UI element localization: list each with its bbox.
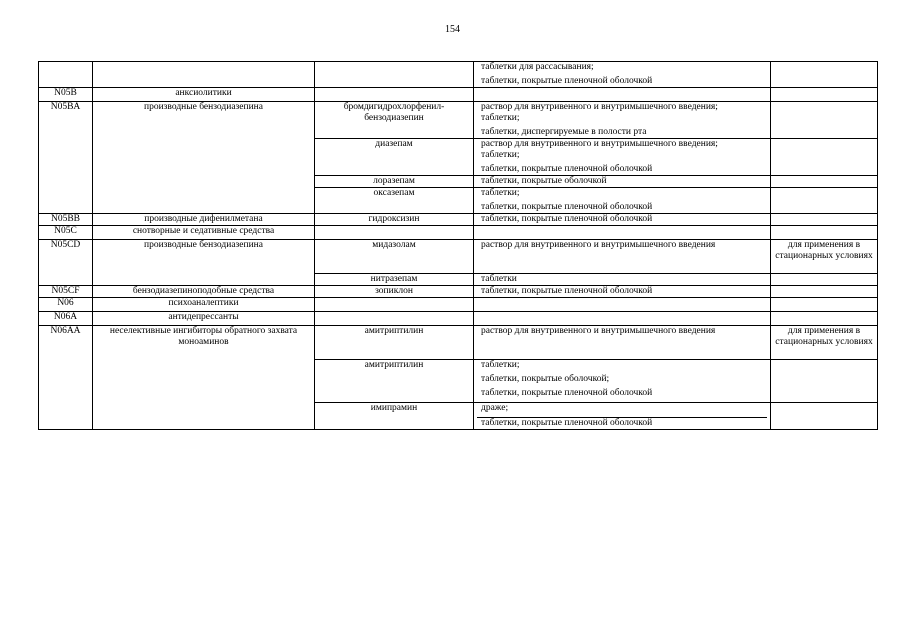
note-cell [771, 188, 878, 214]
group-name: бензодиазепиноподобные средства [93, 286, 315, 298]
usage-note: для применения в стационарных условиях [771, 240, 878, 274]
drug-table [38, 61, 878, 430]
atc-code: N05CF [39, 286, 93, 298]
dosage-form-cell [474, 312, 771, 326]
table-row [39, 102, 878, 139]
note-cell [771, 403, 878, 430]
dosage-form: таблетки; [481, 188, 520, 198]
dosage-form-cell [474, 139, 771, 176]
atc-code: N05BA [39, 102, 93, 214]
inn-name: имипрамин [315, 403, 474, 430]
dosage-form: таблетки [481, 274, 517, 284]
dosage-form: таблетки; [481, 150, 520, 160]
table-row [39, 214, 878, 226]
dosage-form: раствор для внутривенного и внутримышечного введения; [481, 102, 718, 112]
table-row [39, 312, 878, 326]
inn-name: амитриптилин [315, 326, 474, 360]
dosage-form: таблетки, покрытые оболочкой [481, 176, 607, 186]
inn-name: бромдигидрохлорфенил- [343, 102, 445, 112]
atc-code: N06 [39, 298, 93, 312]
dosage-form: таблетки; [481, 360, 520, 370]
table-row [39, 286, 878, 298]
dosage-form-cell [474, 62, 771, 88]
dosage-form: раствор для внутривенного и внутримышечного введения [481, 240, 716, 250]
table-row [39, 62, 878, 88]
atc-code: N05CD [39, 240, 93, 286]
group-cell [93, 62, 315, 88]
table-row [39, 326, 878, 360]
group-name: снотворные и седативные средства [93, 226, 315, 240]
dosage-form-cell [474, 102, 771, 139]
dosage-form-cell [474, 240, 771, 274]
dosage-form: таблетки, диспергируемые в полости рта [481, 127, 647, 137]
inn-name: диазепам [315, 139, 474, 176]
table-row [39, 240, 878, 274]
inn-name: лоразепам [315, 176, 474, 188]
inn-cell [315, 312, 474, 326]
note-cell [771, 312, 878, 326]
group-name: производные дифенилметана [93, 214, 315, 226]
dosage-form: таблетки, покрытые пленочной оболочкой [481, 388, 653, 398]
group-name: производные бензодиазепина [93, 102, 315, 214]
dosage-form: таблетки, покрытые пленочной оболочкой [481, 286, 653, 296]
inn-cell [315, 88, 474, 102]
inn-name: зопиклон [315, 286, 474, 298]
dosage-form: таблетки; [481, 113, 520, 123]
dosage-form: таблетки, покрытые оболочкой; [481, 374, 610, 384]
note-cell [771, 62, 878, 88]
inn-cell [315, 298, 474, 312]
atc-code: N06A [39, 312, 93, 326]
dosage-form: таблетки, покрытые пленочной оболочкой [481, 164, 653, 174]
note-cell [771, 176, 878, 188]
dosage-form: драже; [481, 403, 509, 413]
dosage-form-cell [474, 188, 771, 214]
usage-note: для применения в стационарных условиях [771, 326, 878, 360]
dosage-form-cell [474, 176, 771, 188]
dosage-form-cell [474, 286, 771, 298]
note-cell [771, 360, 878, 403]
dosage-form-cell [474, 298, 771, 312]
dosage-form: таблетки, покрытые пленочной оболочкой [477, 417, 767, 429]
dosage-form-cell [474, 274, 771, 286]
atc-code: N05B [39, 88, 93, 102]
dosage-form-cell [474, 88, 771, 102]
note-cell [771, 298, 878, 312]
dosage-form-cell [474, 226, 771, 240]
group-name: психоаналептики [93, 298, 315, 312]
dosage-form-cell [474, 360, 771, 403]
atc-code: N05C [39, 226, 93, 240]
note-cell [771, 226, 878, 240]
table-row [39, 226, 878, 240]
group-name: антидепрессанты [93, 312, 315, 326]
dosage-form-cell [474, 326, 771, 360]
dosage-form: раствор для внутривенного и внутримышечного введения [481, 326, 716, 336]
inn-name: амитриптилин [315, 360, 474, 403]
note-cell [771, 214, 878, 226]
note-cell [771, 139, 878, 176]
atc-code: N06AA [39, 326, 93, 430]
inn-name: нитразепам [315, 274, 474, 286]
dosage-form: таблетки, покрытые пленочной оболочкой [481, 214, 653, 224]
dosage-form-cell [474, 403, 771, 430]
group-name: производные бензодиазепина [93, 240, 315, 286]
atc-code: N05BB [39, 214, 93, 226]
table-row [39, 298, 878, 312]
inn-cell [315, 226, 474, 240]
inn-name: мидазолам [315, 240, 474, 274]
note-cell [771, 88, 878, 102]
atc-code-cell [39, 62, 93, 88]
dosage-form: таблетки, покрытые пленочной оболочкой [481, 202, 653, 212]
inn-cell [315, 62, 474, 88]
inn-name: оксазепам [315, 188, 474, 214]
note-cell [771, 102, 878, 139]
group-name: анксиолитики [93, 88, 315, 102]
dosage-form: таблетки для рассасывания; [481, 62, 594, 72]
group-name: неселективные ингибиторы обратного захвата моноаминов [93, 326, 315, 430]
dosage-form: раствор для внутривенного и внутримышечного введения; [481, 139, 718, 149]
inn-cell [315, 102, 474, 139]
note-cell [771, 274, 878, 286]
dosage-form: таблетки, покрытые пленочной оболочкой [481, 76, 653, 86]
inn-name: бензодиазепин [364, 113, 424, 123]
inn-name: гидроксизин [315, 214, 474, 226]
dosage-form-cell [474, 214, 771, 226]
page-number: 154 [445, 24, 460, 35]
table-row [39, 88, 878, 102]
note-cell [771, 286, 878, 298]
